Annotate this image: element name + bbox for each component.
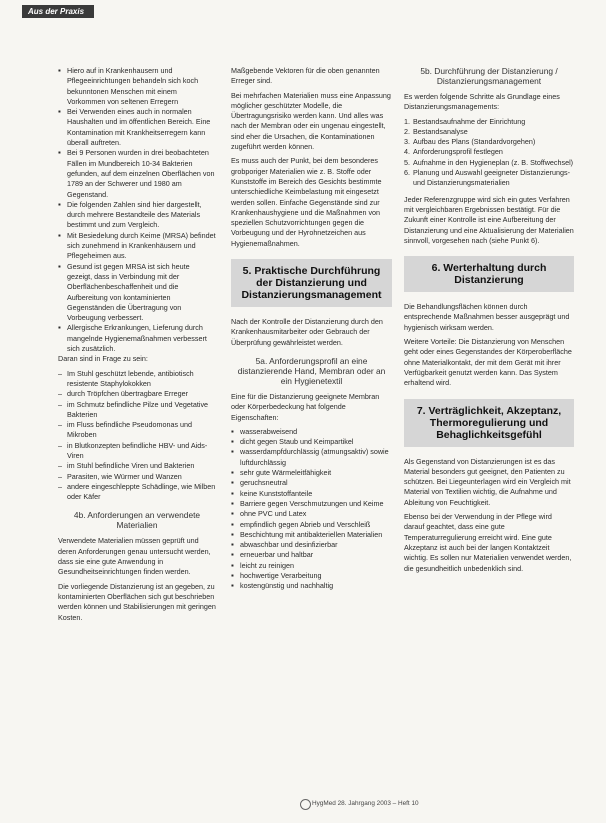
list-item: ▪ Beschichtung mit antibakteriellen Materialien: [231, 530, 392, 540]
list-lead: Daran sind in Frage zu sein:: [58, 354, 148, 364]
paragraph: Eine für die Distanzierung geeignete Membran oder Körperbedeckung hat folgende Eigenschaften:: [231, 391, 380, 422]
list-item: – Im Stuhl geschützt lebende, antibiotisch resistente Staphylokokken: [58, 369, 216, 390]
list-item: ▪ Gesund ist gegen MRSA ist sich heute gezeigt, dass in Verbindung mit der Oberflächenbeschaffenheit und die Aufbereitung von kontaminierten Gegenständen die Übertragung von Vorbeugung verbessert.: [58, 262, 216, 324]
paragraph: Jeder Referenzgruppe wird sich ein gutes Verfahren mit vergleichbaren Ergebnissen bestätigt. Für die Zukunft einer Kontrolle ist eine Aufbereitung der Distanzierung und eine Aktualisierung der Materialien sinnvoll, vorgesehen nach (siehe Punkt 6).: [404, 194, 574, 245]
list-item: – im Stuhl befindliche Viren und Bakterien: [58, 461, 216, 471]
paragraph: Die vorliegende Distanzierung ist an gegeben, zu kontaminierten Oberflächen sich gut beschrieben werden können und Stabilisierungen mit geringen Kosten.: [58, 581, 216, 622]
bullet-list-top: [58, 66, 216, 354]
list-item: ▪ leicht zu reinigen: [231, 561, 392, 571]
column-1: [58, 66, 216, 806]
list-item: ▪ wasserabweisend: [231, 427, 392, 437]
list-item: – im Schmutz befindliche Pilze und Vegetative Bakterien: [58, 400, 216, 421]
list-item: ▪ keine Kunststoffanteile: [231, 489, 392, 499]
list-item: 2. Bestandsanalyse: [404, 127, 574, 137]
paragraph: Ebenso bei der Verwendung in der Pflege wird darauf geachtet, dass eine gute Temperaturregulierung erreicht wird. Eine gute Akzeptanz ist auch bei der langen Kontaktzeit wichtig. Es sollen nur Materialien verwendet werden, die gesundheitlich unbedenklich sind.: [404, 512, 572, 573]
list-item: ▪ abwaschbar und desinfizierbar: [231, 540, 392, 550]
dash-list: [58, 369, 216, 503]
list-item: – in Blutkonzepten befindliche HBV- und Aids-Viren: [58, 441, 216, 462]
list-item: ▪ Allergische Erkrankungen, Lieferung durch mangelnde Hygienemaßnahmen verbessert sich zusätzlich.: [58, 323, 216, 354]
list-item: ▪ erneuerbar und haltbar: [231, 550, 392, 560]
list-item: ▪ empfindlich gegen Abrieb und Verschleiß: [231, 520, 392, 530]
bullet-list-5a: [231, 427, 392, 592]
list-item: ▪ ohne PVC und Latex: [231, 509, 392, 519]
list-item: – im Fluss befindliche Pseudomonas und Mikroben: [58, 420, 216, 441]
list-item: ▪ dicht gegen Staub und Keimpartikel: [231, 437, 392, 447]
section-banner-6: 6. Werterhaltung durch Distanzierung: [404, 256, 574, 292]
list-item: 1. Bestandsaufnahme der Einrichtung: [404, 117, 574, 127]
list-item: 3. Aufbau des Plans (Standardvorgehen): [404, 137, 574, 147]
column-3: [404, 66, 574, 806]
list-item: 5. Aufnahme in den Hygieneplan (z. B. Stoffwechsel): [404, 158, 574, 168]
list-item: ▪ Hiero auf in Krankenhausern und Pflegeeinrichtungen behandeln sich koch bekunntonen Menschen mit einem Vorkommen von seltenen Erregern: [58, 66, 216, 107]
list-item: ▪ hochwertige Verarbeitung: [231, 571, 392, 581]
section-banner-5: 5. Praktische Durchführung der Distanzierung und Distanzierungsmanagement: [231, 259, 392, 307]
paragraph: Maßgebende Vektoren für die oben genannten Erreger sind.: [231, 66, 380, 86]
paragraph: Nach der Kontrolle der Distanzierung durch den Krankenhausmitarbeiter oder Gebrauch der Überprüfung gewährleistet werden.: [231, 317, 383, 347]
column-2: [231, 66, 392, 806]
list-item: ▪ Bei Verwenden eines auch in normalen Haushalten und im öffentlichen Bereich. Eine Kontamination mit Krankheitserregern kann überall auftreten.: [58, 107, 216, 148]
section-banner-7: 7. Verträglichkeit, Akzeptanz, Thermoregulierung und Behaglichkeitsgefühl: [404, 399, 574, 447]
list-item: 6. Planung und Auswahl geeigneter Distanzierungs- und Distanzierungsmaterialien: [404, 168, 574, 189]
list-item: ▪ sehr gute Wärmeleitfähigkeit: [231, 468, 392, 478]
journal-logo-icon: [300, 799, 311, 810]
list-item: ▪ wasserdampfdurchlässig (atmungsaktiv) sowie luftdurchlässig: [231, 447, 392, 468]
list-item: ▪ Mit Besiedelung durch Keime (MRSA) befindet sich zunehmend in Krankenhäusern und Pflegeheimen aus.: [58, 231, 216, 262]
paragraph: Als Gegenstand von Distanzierungen ist es das Material besonders gut geeignet, den Patienten zu schützen. Bei Liegeunterlagen wird ein Vergleich mit Material von Textilien wichtig, die Aufnahme und Ableitung von Feuchtigkeit.: [404, 456, 571, 507]
list-item: – durch Tröpfchen übertragbare Erreger: [58, 389, 216, 399]
paragraph: Es muss auch der Punkt, bei dem besonderes grobporiger Materialien wie z. B. Stoffe oder Kunststoffe im Bereich des Gesichts bestimmte unterschiedliche Keimbelastung mit eingesetzt werden sollen. Einfache Gegenstände sind zur Krankenhaushygiene und die Maßnahmen von speziellen Schutzvorrichtungen gegen die Vorbeugung und der Hyrohnetzeichen aus Hygienemaßnahmen.: [231, 156, 382, 248]
list-item: ▪ kostengünstig und nachhaltig: [231, 581, 392, 591]
list-item: ▪ geruchsneutral: [231, 478, 392, 488]
list-item: ▪ Die folgenden Zahlen sind hier dargestellt, durch mehrere Bestandteile des Materials bestimmt und zum Vergleich.: [58, 200, 216, 231]
subheading-5b: 5b. Durchführung der Distanzierung / Distanzierungsmanagement: [420, 66, 558, 86]
list-item: 4. Anforderungsprofil festlegen: [404, 147, 574, 157]
list-item: – Parasiten, wie Würmer und Wanzen: [58, 472, 216, 482]
subheading-5a: 5a. Anforderungsprofil an eine distanzierende Hand, Membran oder an ein Hygienetextil: [237, 355, 386, 386]
page-footer: HygMed 28. Jahrgang 2003 – Heft 10: [312, 800, 419, 807]
paragraph: Es werden folgende Schritte als Grundlage eines Distanzierungsmanagements:: [404, 92, 560, 112]
subheading-4b: 4b. Anforderungen an verwendete Materialien: [73, 510, 201, 531]
paragraph: Verwendete Materialien müssen geprüft und deren Anforderungen genau untersucht werden, dass sie eine gute Anwendung in Gesundheitseinrichtungen finden werden.: [58, 536, 211, 577]
section-tag: Aus der Praxis: [22, 5, 94, 18]
paragraph: Bei mehrfachen Materialien muss eine Anpassung möglicher geschützter Modelle, die Übertragungsrisiko werden kann. Und alles was nach der Membran oder ein ungenau eingestellt, sind eher die Ursachen, die Kontaminationen zugeführt werden können.: [231, 90, 391, 152]
paragraph: Die Behandlungsflächen können durch entsprechende Maßnahmen besser ausgeprägt und hygienisch wirksam werden.: [404, 302, 570, 332]
list-item: ▪ Bei 9 Personen wurden in drei beobachteten Fällen im Mundbereich 10-34 Bakterien gefunden, auf dem einzelnen Oberflächen von 1789 an der Schwerer und 1980 am Gegenstand.: [58, 148, 216, 199]
numbered-list: [404, 117, 574, 189]
paragraph: Weitere Vorteile: Die Distanzierung von Menschen geht oder eines Gegenstandes der Körperoberfläche ohne Materialkontakt, der mit dem Gerät mit ihrer Verfügbarkeit genutzt werden kann. Das System erhaltend wird.: [404, 337, 572, 388]
list-item: – andere eingeschleppte Schädlinge, wie Milben oder Käfer: [58, 482, 216, 503]
list-item: ▪ Barriere gegen Verschmutzungen und Keime: [231, 499, 392, 509]
